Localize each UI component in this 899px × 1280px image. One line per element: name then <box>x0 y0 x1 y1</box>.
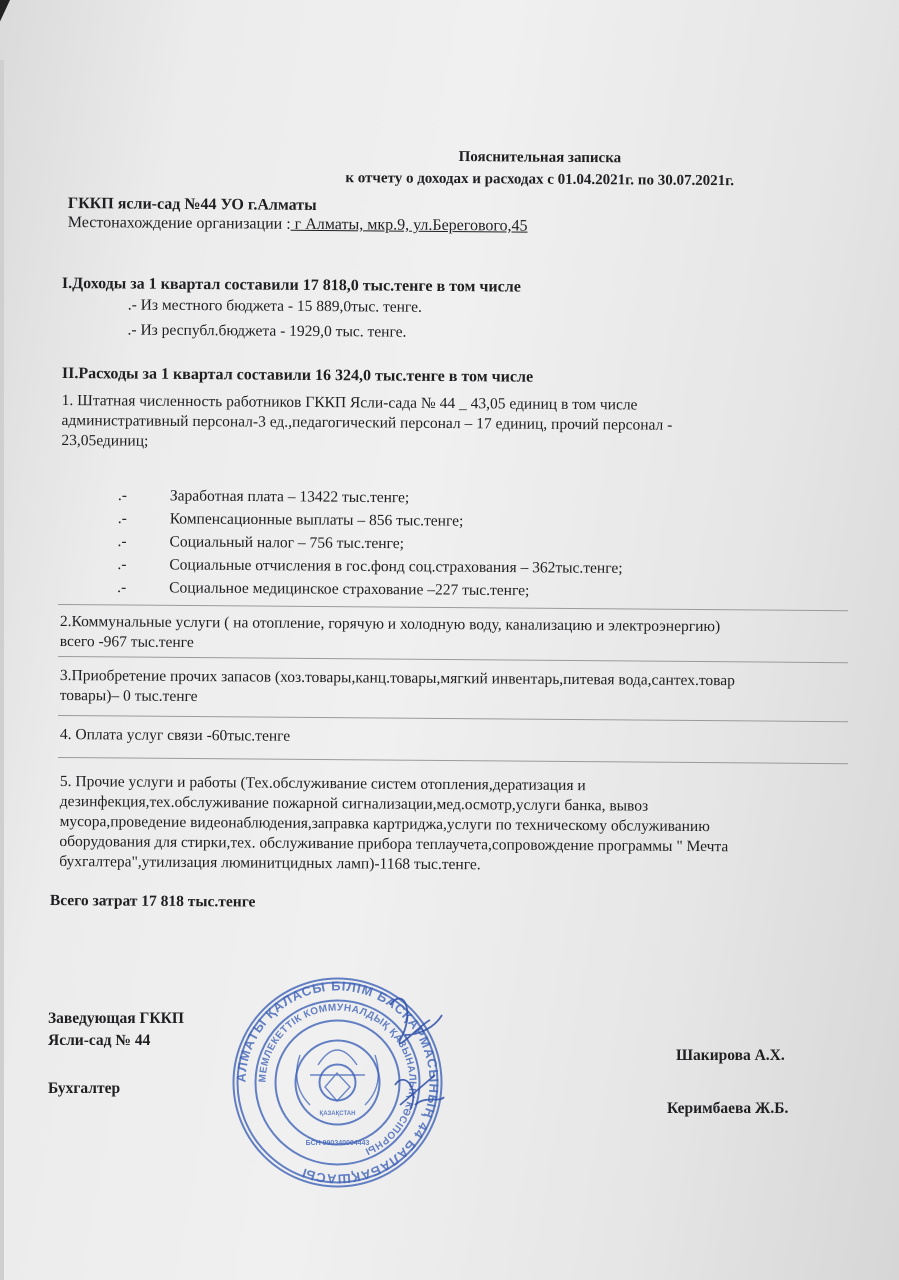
bullet-text: Заработная плата – 13422 тыс.тенге; <box>169 487 410 507</box>
location-label: Местонахождение организации : <box>67 213 291 233</box>
bullet-mark: .- <box>117 578 127 597</box>
other-services-line: 5. Прочие услуги и работы (Тех.обслуживание систем отопления,дератизация и <box>59 772 586 795</box>
bullet-mark: .- <box>117 555 127 574</box>
page-edge <box>0 60 4 1280</box>
bullet-mark: .- <box>117 486 128 505</box>
communications-item <box>60 725 850 751</box>
supplies-item <box>60 666 850 712</box>
accountant-role: Бухгалтер <box>48 1080 121 1097</box>
head-role-line-2: Ясли-сад № 44 <box>48 1032 151 1049</box>
other-services-item <box>59 772 850 878</box>
stamp-inner-text: МЕМЛЕКЕТТІК КОММУНАЛДЫҚ ҚАЗЫНАЛЫҚ КӘСІПОРНЫ <box>257 1002 418 1157</box>
income-item-republic: .- Из республ.бюджета - 1929,0 тыс. тенге. <box>127 321 407 341</box>
communications-line: 4. Оплата услуг связи -60тыс.тенге <box>59 725 291 745</box>
other-services-line: мусора,проведение видеонаблюдения,заправка картриджа,услуги по техническому обслуживанию <box>59 812 710 836</box>
accountant-name: Керимбаева Ж.Б. <box>667 1100 789 1117</box>
salary-bullet-list <box>117 484 838 605</box>
official-stamp <box>230 975 445 1190</box>
bullet-text: Социальный налог – 756 тыс.тенге; <box>169 533 404 553</box>
bullet-text: Компенсационные выплаты – 856 тыс.тенге; <box>169 510 464 530</box>
head-role-line-1: Заведующая ГККП <box>48 1010 184 1027</box>
income-section <box>61 275 851 346</box>
bullet-mark: .- <box>117 532 127 551</box>
organization-name: ГККП ясли-сад №44 УО г.Алматы <box>67 195 317 214</box>
utilities-line-2: всего -967 тыс.тенге <box>59 632 194 652</box>
stamp-bin: БСН 990340004443 <box>305 1140 370 1147</box>
staff-line-1: 1. Штатная численность работников ГККП Ясли-сада № 44 _ 43,05 единиц в том числе <box>61 391 638 414</box>
other-services-line: бухгалтера",утилизация люминитцидных ламп)-1168 тыс.тенге. <box>59 852 481 874</box>
organization-block <box>68 195 848 239</box>
income-heading: I.Доходы за 1 квартал составили 17 818,0 тыс.тенге в том числе <box>61 275 521 296</box>
total-expenses: Всего затрат 17 818 тыс.тенге <box>49 892 256 911</box>
title-line-1: Пояснительная записка <box>458 149 622 167</box>
utilities-item <box>60 612 850 658</box>
location-value: г Алматы, мкр.9, ул.Берегового,45 <box>290 215 528 235</box>
page-fold <box>0 0 10 60</box>
head-name: Шакирова А.Х. <box>676 1047 785 1064</box>
supplies-line-1: 3.Приобретение прочих запасов (хоз.товары,канц.товары,мягкий инвентарь,питевая вода,сантех.товар <box>59 666 736 690</box>
expenses-section <box>61 365 852 457</box>
bullet-mark: .- <box>117 509 127 528</box>
staff-line-2: административный персонал-3 ед.,педагогический персонал – 17 единиц, прочий персонал - <box>61 411 673 434</box>
stamp-outer-text: АЛМАТЫ ҚАЛАСЫ БІЛІМ БАСҚАРМАСЫНЫҢ 44 БАЛАБАҚШАСЫ <box>233 978 442 1187</box>
staff-line-3: 23,05единиц; <box>61 431 149 450</box>
supplies-line-2: товары)– 0 тыс.тенге <box>59 686 198 706</box>
table-rule <box>58 604 848 611</box>
list-item <box>117 576 837 605</box>
head-role <box>48 1008 184 1052</box>
other-services-line: дезинфекция,тех.обслуживание пожарной сигнализации,мед.осмотр,услуги банка, вывоз <box>59 792 649 815</box>
utilities-line-1: 2.Коммунальные услуги ( на отопление, горячую и холодную воду, канализацию и электроэнергию) <box>59 612 721 636</box>
income-item-local: .- Из местного бюджета - 15 889,0тыс. тенге. <box>127 296 422 316</box>
document-title <box>330 145 750 192</box>
title-line-2: к отчету о доходах и расходах с 01.04.2021г. по 30.07.2021г. <box>345 170 735 190</box>
other-services-line: оборудования для стирки,тех. обслуживание прибора теплаучета,сопровождение программы " Мечта <box>59 832 729 856</box>
table-rule <box>58 757 848 764</box>
expenses-heading: II.Расходы за 1 квартал составили 16 324,0 тыс.тенге в том числе <box>61 365 534 386</box>
stamp-center-text: ҚАЗАҚСТАН <box>319 1111 356 1117</box>
svg-text:МЕМЛЕКЕТТІК КОММУНАЛДЫҚ ҚАЗЫНА <box>257 1002 417 1156</box>
bullet-text: Социальные отчисления в гос.фонд соц.страхования – 362тыс.тенге; <box>169 556 623 577</box>
bullet-text: Социальное медицинское страхование –227 тыс.тенге; <box>169 579 530 600</box>
table-rule <box>58 715 848 722</box>
